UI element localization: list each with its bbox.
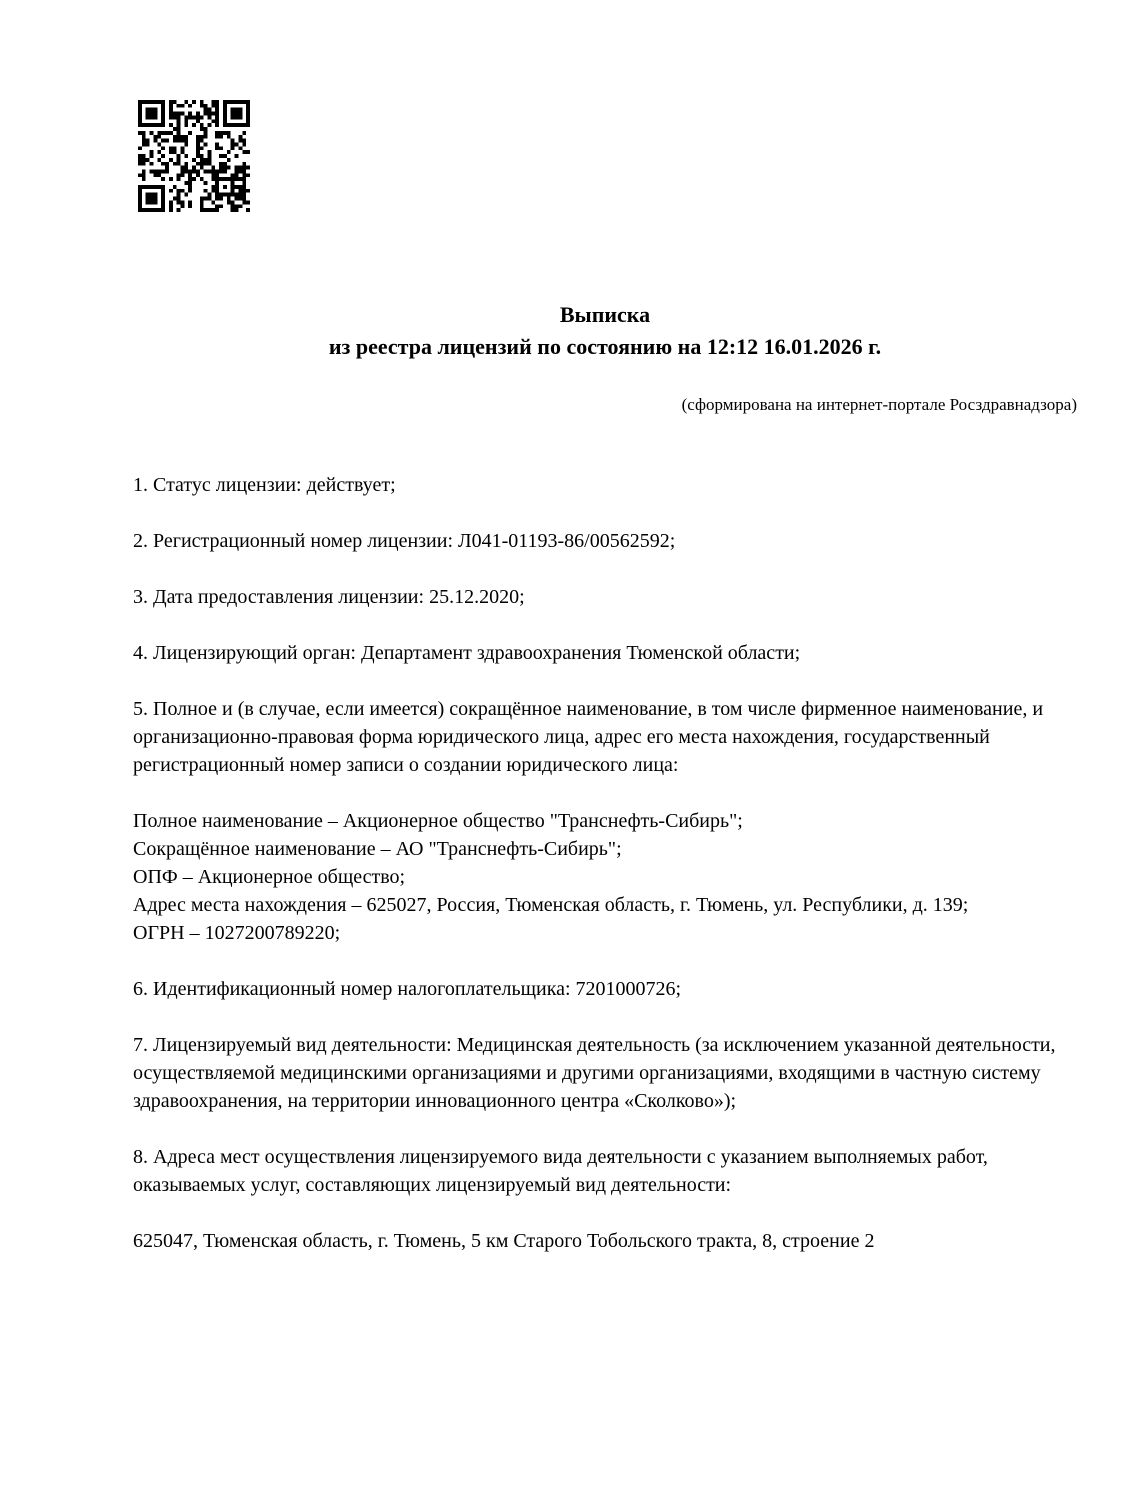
- paragraph: 1. Статус лицензии: действует;: [133, 474, 396, 496]
- paragraph-line: Сокращённое наименование – АО "Транснефть-Сибирь";: [133, 838, 622, 860]
- paragraph-line: Полное наименование – Акционерное общество "Транснефть-Сибирь";: [133, 810, 743, 832]
- qr-code-icon: [138, 100, 250, 212]
- title-line-1: Выписка: [559, 302, 651, 327]
- paragraph: 6. Идентификационный номер налогоплательщика: 7201000726;: [133, 978, 682, 1000]
- paragraph: 8. Адреса мест осуществления лицензируемого вида деятельности с указанием выполняемых работ, оказываемых услуг, составляющих лицензируемый вид деятельности:: [133, 1146, 988, 1196]
- paragraph-line: ОПФ – Акционерное общество;: [133, 866, 406, 888]
- paragraph: [133, 807, 1077, 947]
- document-title: [133, 299, 1077, 363]
- paragraph-line: ОГРН – 1027200789220;: [133, 922, 341, 944]
- paragraph: 3. Дата предоставления лицензии: 25.12.2020;: [133, 586, 525, 608]
- paragraph: 7. Лицензируемый вид деятельности: Медицинская деятельность (за исключением указанной деятельности, осуществляемой медицинскими организациями и другими организациями, входящими в частную систему здравоохранения, на территории инновационного центра «Сколково»);: [133, 1034, 1056, 1112]
- paragraph: 5. Полное и (в случае, если имеется) сокращённое наименование, в том числе фирменное наименование, и организационно-правовая форма юридического лица, адрес его места нахождения, государственный регистрационный номер записи о создании юридического лица:: [133, 698, 1044, 776]
- formation-note: (сформирована на интернет-портале Росздравнадзора): [681, 395, 1077, 414]
- paragraph: 4. Лицензирующий орган: Департамент здравоохранения Тюменской области;: [133, 642, 801, 664]
- document-body: [133, 471, 1077, 1255]
- paragraph: 625047, Тюменская область, г. Тюмень, 5 км Старого Тобольского тракта, 8, строение 2: [133, 1230, 875, 1252]
- title-line-2: из реестра лицензий по состоянию на 12:12 16.01.2026 г.: [328, 334, 882, 359]
- paragraph-line: Адрес места нахождения – 625027, Россия, Тюменская область, г. Тюмень, ул. Республики, д. 139;: [133, 894, 969, 916]
- paragraph: 2. Регистрационный номер лицензии: Л041-01193-86/00562592;: [133, 530, 676, 552]
